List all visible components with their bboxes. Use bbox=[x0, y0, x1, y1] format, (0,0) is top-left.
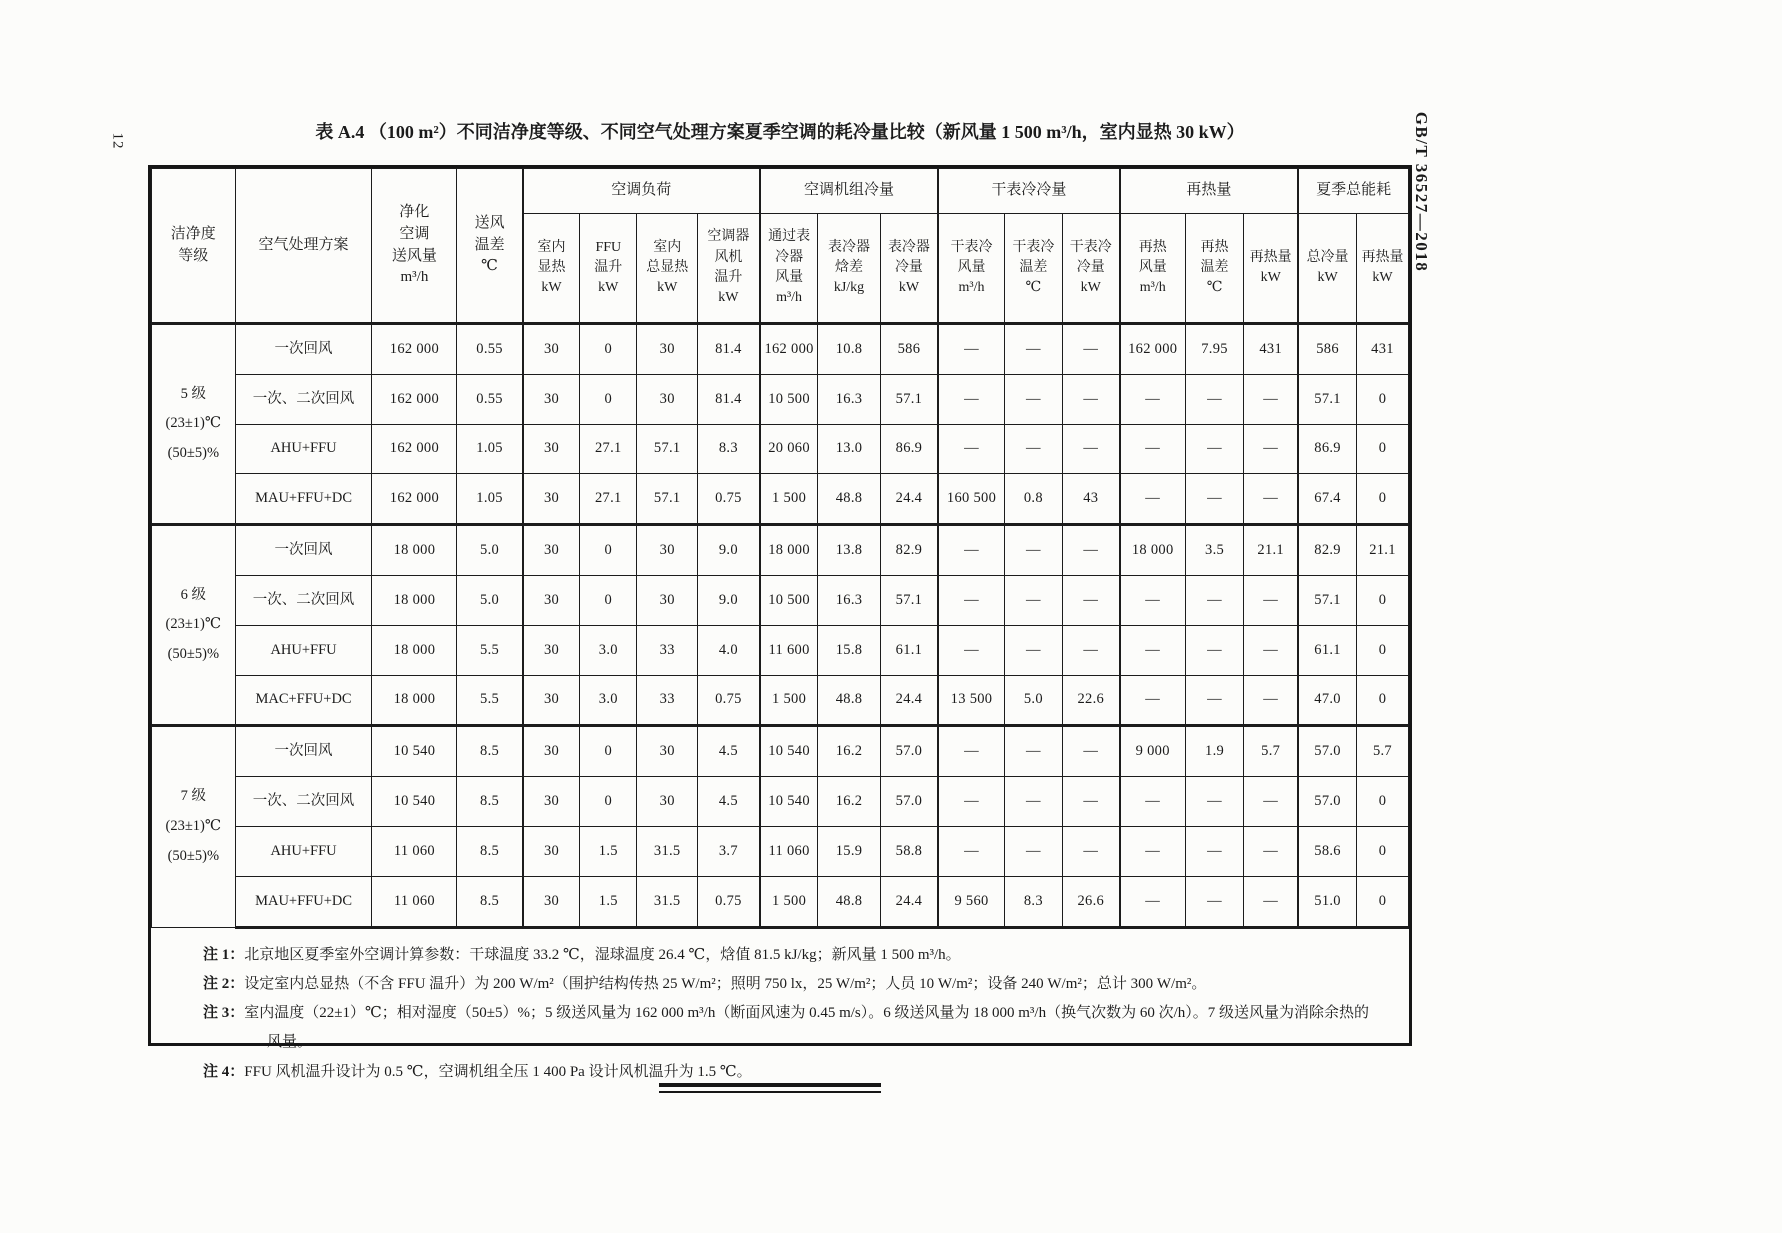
table-cell: — bbox=[1004, 826, 1062, 876]
note-label: 注 2： bbox=[203, 975, 245, 992]
table-cell: — bbox=[1244, 826, 1298, 876]
end-of-document-mark bbox=[659, 1083, 881, 1093]
table-cell: 57.0 bbox=[880, 726, 938, 777]
table-cell: — bbox=[1120, 625, 1186, 675]
table-cell: 18 000 bbox=[372, 675, 457, 726]
table-row bbox=[152, 675, 1409, 726]
table-cell: — bbox=[1120, 374, 1186, 424]
table-cell: 27.1 bbox=[580, 424, 637, 474]
group-header: 空调负荷 bbox=[523, 169, 760, 214]
table-cell: 3.7 bbox=[698, 826, 760, 876]
scheme-cell: 一次回风 bbox=[235, 726, 372, 777]
table-row bbox=[152, 876, 1409, 927]
table-cell: 1.9 bbox=[1185, 726, 1243, 777]
table-cell: — bbox=[938, 424, 1004, 474]
table-cell: — bbox=[1120, 777, 1186, 827]
table-cell: 30 bbox=[523, 675, 580, 726]
table-cell: 48.8 bbox=[818, 675, 880, 726]
table-cell: — bbox=[1244, 777, 1298, 827]
scheme-cell: 一次、二次回风 bbox=[235, 777, 372, 827]
column-header: 再热 风量 m³/h bbox=[1120, 214, 1186, 324]
cleanliness-level-cell: 6 级 (23±1)℃ (50±5)% bbox=[152, 525, 236, 726]
table-cell: — bbox=[1185, 675, 1243, 726]
table-cell: 0 bbox=[580, 374, 637, 424]
table-cell: 0.8 bbox=[1004, 474, 1062, 525]
scheme-cell: MAC+FFU+DC bbox=[235, 675, 372, 726]
table-cell: — bbox=[1120, 474, 1186, 525]
column-header: 表冷器 冷量 kW bbox=[880, 214, 938, 324]
table-cell: 10 540 bbox=[372, 726, 457, 777]
group-header: 干表冷冷量 bbox=[938, 169, 1119, 214]
table-cell: — bbox=[938, 374, 1004, 424]
table-cell: — bbox=[1185, 374, 1243, 424]
table-cell: — bbox=[1244, 876, 1298, 927]
table-cell: 1 500 bbox=[760, 876, 818, 927]
table-cell: 10.8 bbox=[818, 324, 880, 375]
table-cell: 18 000 bbox=[372, 525, 457, 576]
table-cell: 26.6 bbox=[1063, 876, 1120, 927]
table-cell: — bbox=[1185, 474, 1243, 525]
table-cell: 162 000 bbox=[372, 424, 457, 474]
group-header: 再热量 bbox=[1120, 169, 1299, 214]
table-cell: 3.0 bbox=[580, 625, 637, 675]
table-cell: 18 000 bbox=[372, 625, 457, 675]
column-header: 空调器 风机 温升 kW bbox=[698, 214, 760, 324]
scheme-cell: 一次、二次回风 bbox=[235, 575, 372, 625]
table-cell: 9 000 bbox=[1120, 726, 1186, 777]
table-cell: 30 bbox=[637, 575, 698, 625]
table-cell: 30 bbox=[523, 575, 580, 625]
table-cell: 1 500 bbox=[760, 675, 818, 726]
cleanliness-level-cell: 7 级 (23±1)℃ (50±5)% bbox=[152, 726, 236, 927]
table-cell: 431 bbox=[1356, 324, 1408, 375]
table-cell: — bbox=[1185, 625, 1243, 675]
table-cell: — bbox=[1244, 575, 1298, 625]
table-cell: 0 bbox=[580, 575, 637, 625]
table-cell: — bbox=[1185, 876, 1243, 927]
table-cell: 0 bbox=[1356, 575, 1408, 625]
table-cell: 11 060 bbox=[372, 876, 457, 927]
column-header: 室内 显热 kW bbox=[523, 214, 580, 324]
table-row bbox=[152, 826, 1409, 876]
table-cell: 5.5 bbox=[457, 675, 523, 726]
table-cell: 81.4 bbox=[698, 374, 760, 424]
table-cell: 30 bbox=[523, 826, 580, 876]
table-cell: 3.0 bbox=[580, 675, 637, 726]
table-cell: 31.5 bbox=[637, 826, 698, 876]
table-cell: 57.1 bbox=[1298, 374, 1356, 424]
table-cell: 9.0 bbox=[698, 575, 760, 625]
table-cell: 5.0 bbox=[457, 525, 523, 576]
table-cell: 5.7 bbox=[1356, 726, 1408, 777]
table-cell: 1.05 bbox=[457, 424, 523, 474]
table-cell: 86.9 bbox=[880, 424, 938, 474]
standard-code: GB/T 36527—2018 bbox=[1412, 111, 1431, 273]
column-header: 干表冷 冷量 kW bbox=[1063, 214, 1120, 324]
table-cell: 8.5 bbox=[457, 777, 523, 827]
table-cell: 30 bbox=[523, 424, 580, 474]
table-cell: 18 000 bbox=[372, 575, 457, 625]
table-cell: 431 bbox=[1244, 324, 1298, 375]
table-cell: — bbox=[1244, 374, 1298, 424]
table-cell: — bbox=[1004, 625, 1062, 675]
table-cell: 8.3 bbox=[1004, 876, 1062, 927]
table-cell: 24.4 bbox=[880, 876, 938, 927]
table-cell: 21.1 bbox=[1356, 525, 1408, 576]
table-cell: 33 bbox=[637, 675, 698, 726]
table-cell: 43 bbox=[1063, 474, 1120, 525]
table-cell: — bbox=[1004, 374, 1062, 424]
table-cell: — bbox=[1244, 424, 1298, 474]
table-notes bbox=[151, 929, 1409, 1093]
table-cell: — bbox=[938, 826, 1004, 876]
table-cell: 30 bbox=[523, 625, 580, 675]
table-cell: 162 000 bbox=[372, 474, 457, 525]
table-cell: — bbox=[1244, 625, 1298, 675]
table-cell: 0 bbox=[580, 525, 637, 576]
table-cell: — bbox=[1063, 625, 1120, 675]
table-cell: — bbox=[1004, 726, 1062, 777]
table-cell: 57.0 bbox=[880, 777, 938, 827]
table-cell: 0 bbox=[1356, 675, 1408, 726]
table-cell: — bbox=[1063, 424, 1120, 474]
table-cell: 8.5 bbox=[457, 726, 523, 777]
note-label: 注 1： bbox=[203, 946, 245, 963]
column-header: 再热量 kW bbox=[1244, 214, 1298, 324]
table-cell: — bbox=[1063, 324, 1120, 375]
table-cell: — bbox=[1120, 424, 1186, 474]
table-cell: 20 060 bbox=[760, 424, 818, 474]
table-cell: 8.5 bbox=[457, 826, 523, 876]
column-header: 干表冷 风量 m³/h bbox=[938, 214, 1004, 324]
table-cell: — bbox=[938, 726, 1004, 777]
table-cell: 15.8 bbox=[818, 625, 880, 675]
table-cell: 13 500 bbox=[938, 675, 1004, 726]
table-cell: — bbox=[1004, 424, 1062, 474]
table-cell: 0 bbox=[1356, 876, 1408, 927]
comparison-table bbox=[151, 168, 1409, 929]
cleanliness-level-cell: 5 级 (23±1)℃ (50±5)% bbox=[152, 324, 236, 525]
table-a4-frame bbox=[148, 165, 1412, 1080]
scheme-cell: 一次、二次回风 bbox=[235, 374, 372, 424]
column-header: 通过表 冷器 风量 m³/h bbox=[760, 214, 818, 324]
table-cell: 5.0 bbox=[1004, 675, 1062, 726]
table-cell: 57.1 bbox=[637, 474, 698, 525]
table-cell: 162 000 bbox=[372, 324, 457, 375]
table-cell: 30 bbox=[523, 525, 580, 576]
table-cell: 57.0 bbox=[1298, 726, 1356, 777]
table-cell: — bbox=[1120, 575, 1186, 625]
table-cell: 10 540 bbox=[372, 777, 457, 827]
table-title: 表 A.4 （100 m²）不同洁净度等级、不同空气处理方案夏季空调的耗冷量比较（新风量 1 500 m³/h，室内显热 30 kW） bbox=[315, 122, 1245, 142]
table-note: 注 2：设定室内总显热（不含 FFU 温升）为 200 W/m²（围护结构传热 25 W/m²；照明 750 lx，25 W/m²；人员 10 W/m²；设备 240 W/m²；总计 300 W/m²。 bbox=[203, 975, 1207, 992]
table-cell: — bbox=[1004, 575, 1062, 625]
table-cell: 22.6 bbox=[1063, 675, 1120, 726]
table-cell: 0.75 bbox=[698, 675, 760, 726]
column-header: 再热量 kW bbox=[1356, 214, 1408, 324]
table-cell: 27.1 bbox=[580, 474, 637, 525]
table-cell: 47.0 bbox=[1298, 675, 1356, 726]
table-cell: 5.7 bbox=[1244, 726, 1298, 777]
column-header: 再热 温差 ℃ bbox=[1185, 214, 1243, 324]
table-cell: — bbox=[938, 324, 1004, 375]
scheme-cell: AHU+FFU bbox=[235, 625, 372, 675]
table-cell: 58.8 bbox=[880, 826, 938, 876]
table-cell: 3.5 bbox=[1185, 525, 1243, 576]
group-header: 空调机组冷量 bbox=[760, 169, 939, 214]
table-cell: 18 000 bbox=[1120, 525, 1186, 576]
table-cell: 0.55 bbox=[457, 324, 523, 375]
table-row bbox=[152, 525, 1409, 576]
table-cell: 57.1 bbox=[880, 374, 938, 424]
table-cell: 24.4 bbox=[880, 474, 938, 525]
table-cell: 30 bbox=[637, 726, 698, 777]
note-label: 注 4： bbox=[203, 1063, 245, 1080]
table-cell: 61.1 bbox=[1298, 625, 1356, 675]
table-cell: 10 540 bbox=[760, 777, 818, 827]
table-cell: 86.9 bbox=[1298, 424, 1356, 474]
table-cell: 15.9 bbox=[818, 826, 880, 876]
scheme-cell: MAU+FFU+DC bbox=[235, 876, 372, 927]
table-cell: 0.75 bbox=[698, 474, 760, 525]
table-cell: 13.8 bbox=[818, 525, 880, 576]
table-cell: 30 bbox=[637, 777, 698, 827]
table-cell: 0 bbox=[580, 777, 637, 827]
table-cell: 30 bbox=[523, 324, 580, 375]
table-cell: — bbox=[938, 525, 1004, 576]
table-cell: 0.55 bbox=[457, 374, 523, 424]
table-cell: 51.0 bbox=[1298, 876, 1356, 927]
table-cell: — bbox=[1185, 575, 1243, 625]
table-cell: 57.1 bbox=[637, 424, 698, 474]
table-cell: 16.2 bbox=[818, 726, 880, 777]
table-row bbox=[152, 726, 1409, 777]
table-cell: 160 500 bbox=[938, 474, 1004, 525]
table-cell: — bbox=[1063, 525, 1120, 576]
column-header: 总冷量 kW bbox=[1298, 214, 1356, 324]
table-cell: — bbox=[1244, 474, 1298, 525]
table-cell: — bbox=[938, 625, 1004, 675]
table-cell: 162 000 bbox=[1120, 324, 1186, 375]
table-cell: — bbox=[1063, 374, 1120, 424]
end-mark-thin-line bbox=[659, 1091, 881, 1093]
column-header: 洁净度 等级 bbox=[152, 169, 236, 324]
table-cell: 4.0 bbox=[698, 625, 760, 675]
table-cell: 0 bbox=[1356, 777, 1408, 827]
table-cell: 21.1 bbox=[1244, 525, 1298, 576]
table-cell: — bbox=[1063, 726, 1120, 777]
table-cell: 30 bbox=[523, 777, 580, 827]
table-cell: — bbox=[1120, 826, 1186, 876]
table-cell: 67.4 bbox=[1298, 474, 1356, 525]
table-cell: 0 bbox=[580, 726, 637, 777]
table-cell: 11 060 bbox=[760, 826, 818, 876]
table-cell: 11 600 bbox=[760, 625, 818, 675]
table-cell: 82.9 bbox=[1298, 525, 1356, 576]
table-cell: 30 bbox=[637, 525, 698, 576]
table-cell: 1.05 bbox=[457, 474, 523, 525]
scheme-cell: AHU+FFU bbox=[235, 424, 372, 474]
table-cell: — bbox=[1185, 777, 1243, 827]
table-cell: 5.5 bbox=[457, 625, 523, 675]
table-cell: 4.5 bbox=[698, 777, 760, 827]
table-cell: 16.2 bbox=[818, 777, 880, 827]
table-cell: 48.8 bbox=[818, 876, 880, 927]
table-cell: 10 500 bbox=[760, 575, 818, 625]
column-header: 送风 温差 ℃ bbox=[457, 169, 523, 324]
table-cell: — bbox=[1063, 777, 1120, 827]
table-cell: 16.3 bbox=[818, 575, 880, 625]
table-cell: 30 bbox=[523, 876, 580, 927]
table-cell: 31.5 bbox=[637, 876, 698, 927]
table-cell: 30 bbox=[523, 374, 580, 424]
table-cell: 81.4 bbox=[698, 324, 760, 375]
column-header: 表冷器 焓差 kJ/kg bbox=[818, 214, 880, 324]
table-cell: 5.0 bbox=[457, 575, 523, 625]
table-cell: 8.3 bbox=[698, 424, 760, 474]
table-cell: 7.95 bbox=[1185, 324, 1243, 375]
column-header: 干表冷 温差 ℃ bbox=[1004, 214, 1062, 324]
table-cell: 162 000 bbox=[372, 374, 457, 424]
table-cell: 0 bbox=[580, 324, 637, 375]
table-cell: 4.5 bbox=[698, 726, 760, 777]
table-cell: 9.0 bbox=[698, 525, 760, 576]
column-header: 空气处理方案 bbox=[235, 169, 372, 324]
table-row bbox=[152, 474, 1409, 525]
table-cell: 61.1 bbox=[880, 625, 938, 675]
table-cell: 30 bbox=[523, 474, 580, 525]
page-number: 12 bbox=[109, 132, 126, 150]
table-cell: 9 560 bbox=[938, 876, 1004, 927]
table-row bbox=[152, 324, 1409, 375]
scheme-cell: MAU+FFU+DC bbox=[235, 474, 372, 525]
table-cell: 1.5 bbox=[580, 876, 637, 927]
table-row bbox=[152, 575, 1409, 625]
group-header: 夏季总能耗 bbox=[1298, 169, 1408, 214]
scheme-cell: AHU+FFU bbox=[235, 826, 372, 876]
scheme-cell: 一次回风 bbox=[235, 525, 372, 576]
table-cell: 58.6 bbox=[1298, 826, 1356, 876]
table-cell: 24.4 bbox=[880, 675, 938, 726]
table-cell: — bbox=[938, 777, 1004, 827]
table-cell: 586 bbox=[1298, 324, 1356, 375]
table-cell: 1 500 bbox=[760, 474, 818, 525]
table-cell: 18 000 bbox=[760, 525, 818, 576]
table-note: 注 1：北京地区夏季室外空调计算参数：干球温度 33.2 ℃，湿球温度 26.4 ℃，焓值 81.5 kJ/kg；新风量 1 500 m³/h。 bbox=[203, 946, 961, 963]
table-cell: — bbox=[1120, 675, 1186, 726]
table-cell: 1.5 bbox=[580, 826, 637, 876]
table-cell: 10 500 bbox=[760, 374, 818, 424]
table-cell: 57.1 bbox=[1298, 575, 1356, 625]
table-cell: 10 540 bbox=[760, 726, 818, 777]
table-cell: — bbox=[1004, 525, 1062, 576]
table-row bbox=[152, 625, 1409, 675]
column-header: FFU 温升 kW bbox=[580, 214, 637, 324]
table-cell: 0 bbox=[1356, 826, 1408, 876]
note-label: 注 3： bbox=[203, 1005, 245, 1022]
table-cell: 13.0 bbox=[818, 424, 880, 474]
table-cell: 57.0 bbox=[1298, 777, 1356, 827]
table-cell: 0.75 bbox=[698, 876, 760, 927]
table-cell: — bbox=[1004, 324, 1062, 375]
table-cell: — bbox=[1185, 424, 1243, 474]
table-cell: — bbox=[938, 575, 1004, 625]
scheme-cell: 一次回风 bbox=[235, 324, 372, 375]
table-cell: 11 060 bbox=[372, 826, 457, 876]
table-cell: 57.1 bbox=[880, 575, 938, 625]
table-row bbox=[152, 424, 1409, 474]
table-row bbox=[152, 374, 1409, 424]
table-cell: — bbox=[1004, 777, 1062, 827]
column-header: 室内 总显热 kW bbox=[637, 214, 698, 324]
table-note: 注 4：FFU 风机温升设计为 0.5 ℃，空调机组全压 1 400 Pa 设计风机温升为 1.5 ℃。 bbox=[203, 1063, 752, 1080]
table-cell: 30 bbox=[637, 374, 698, 424]
table-cell: 48.8 bbox=[818, 474, 880, 525]
table-cell: 0 bbox=[1356, 625, 1408, 675]
table-cell: 162 000 bbox=[760, 324, 818, 375]
table-cell: — bbox=[1244, 675, 1298, 726]
end-mark-thick-line bbox=[659, 1083, 881, 1087]
table-cell: 30 bbox=[637, 324, 698, 375]
table-note: 注 3：室内温度（22±1）℃；相对湿度（50±5）%；5 级送风量为 162 000 m³/h（断面风速为 0.45 m/s）。6 级送风量为 18 000 m³/h（换气次数为 60 次/h）。7 级送风量为消除余热的风量。 bbox=[203, 1005, 1370, 1051]
table-cell: 33 bbox=[637, 625, 698, 675]
table-cell: 30 bbox=[523, 726, 580, 777]
table-cell: 16.3 bbox=[818, 374, 880, 424]
table-cell: — bbox=[1185, 826, 1243, 876]
table-row bbox=[152, 777, 1409, 827]
table-cell: 8.5 bbox=[457, 876, 523, 927]
table-cell: — bbox=[1063, 826, 1120, 876]
table-cell: — bbox=[1120, 876, 1186, 927]
table-cell: 0 bbox=[1356, 374, 1408, 424]
column-header: 净化 空调 送风量 m³/h bbox=[372, 169, 457, 324]
table-cell: 82.9 bbox=[880, 525, 938, 576]
table-cell: 0 bbox=[1356, 474, 1408, 525]
table-cell: 0 bbox=[1356, 424, 1408, 474]
table-cell: 586 bbox=[880, 324, 938, 375]
table-cell: — bbox=[1063, 575, 1120, 625]
